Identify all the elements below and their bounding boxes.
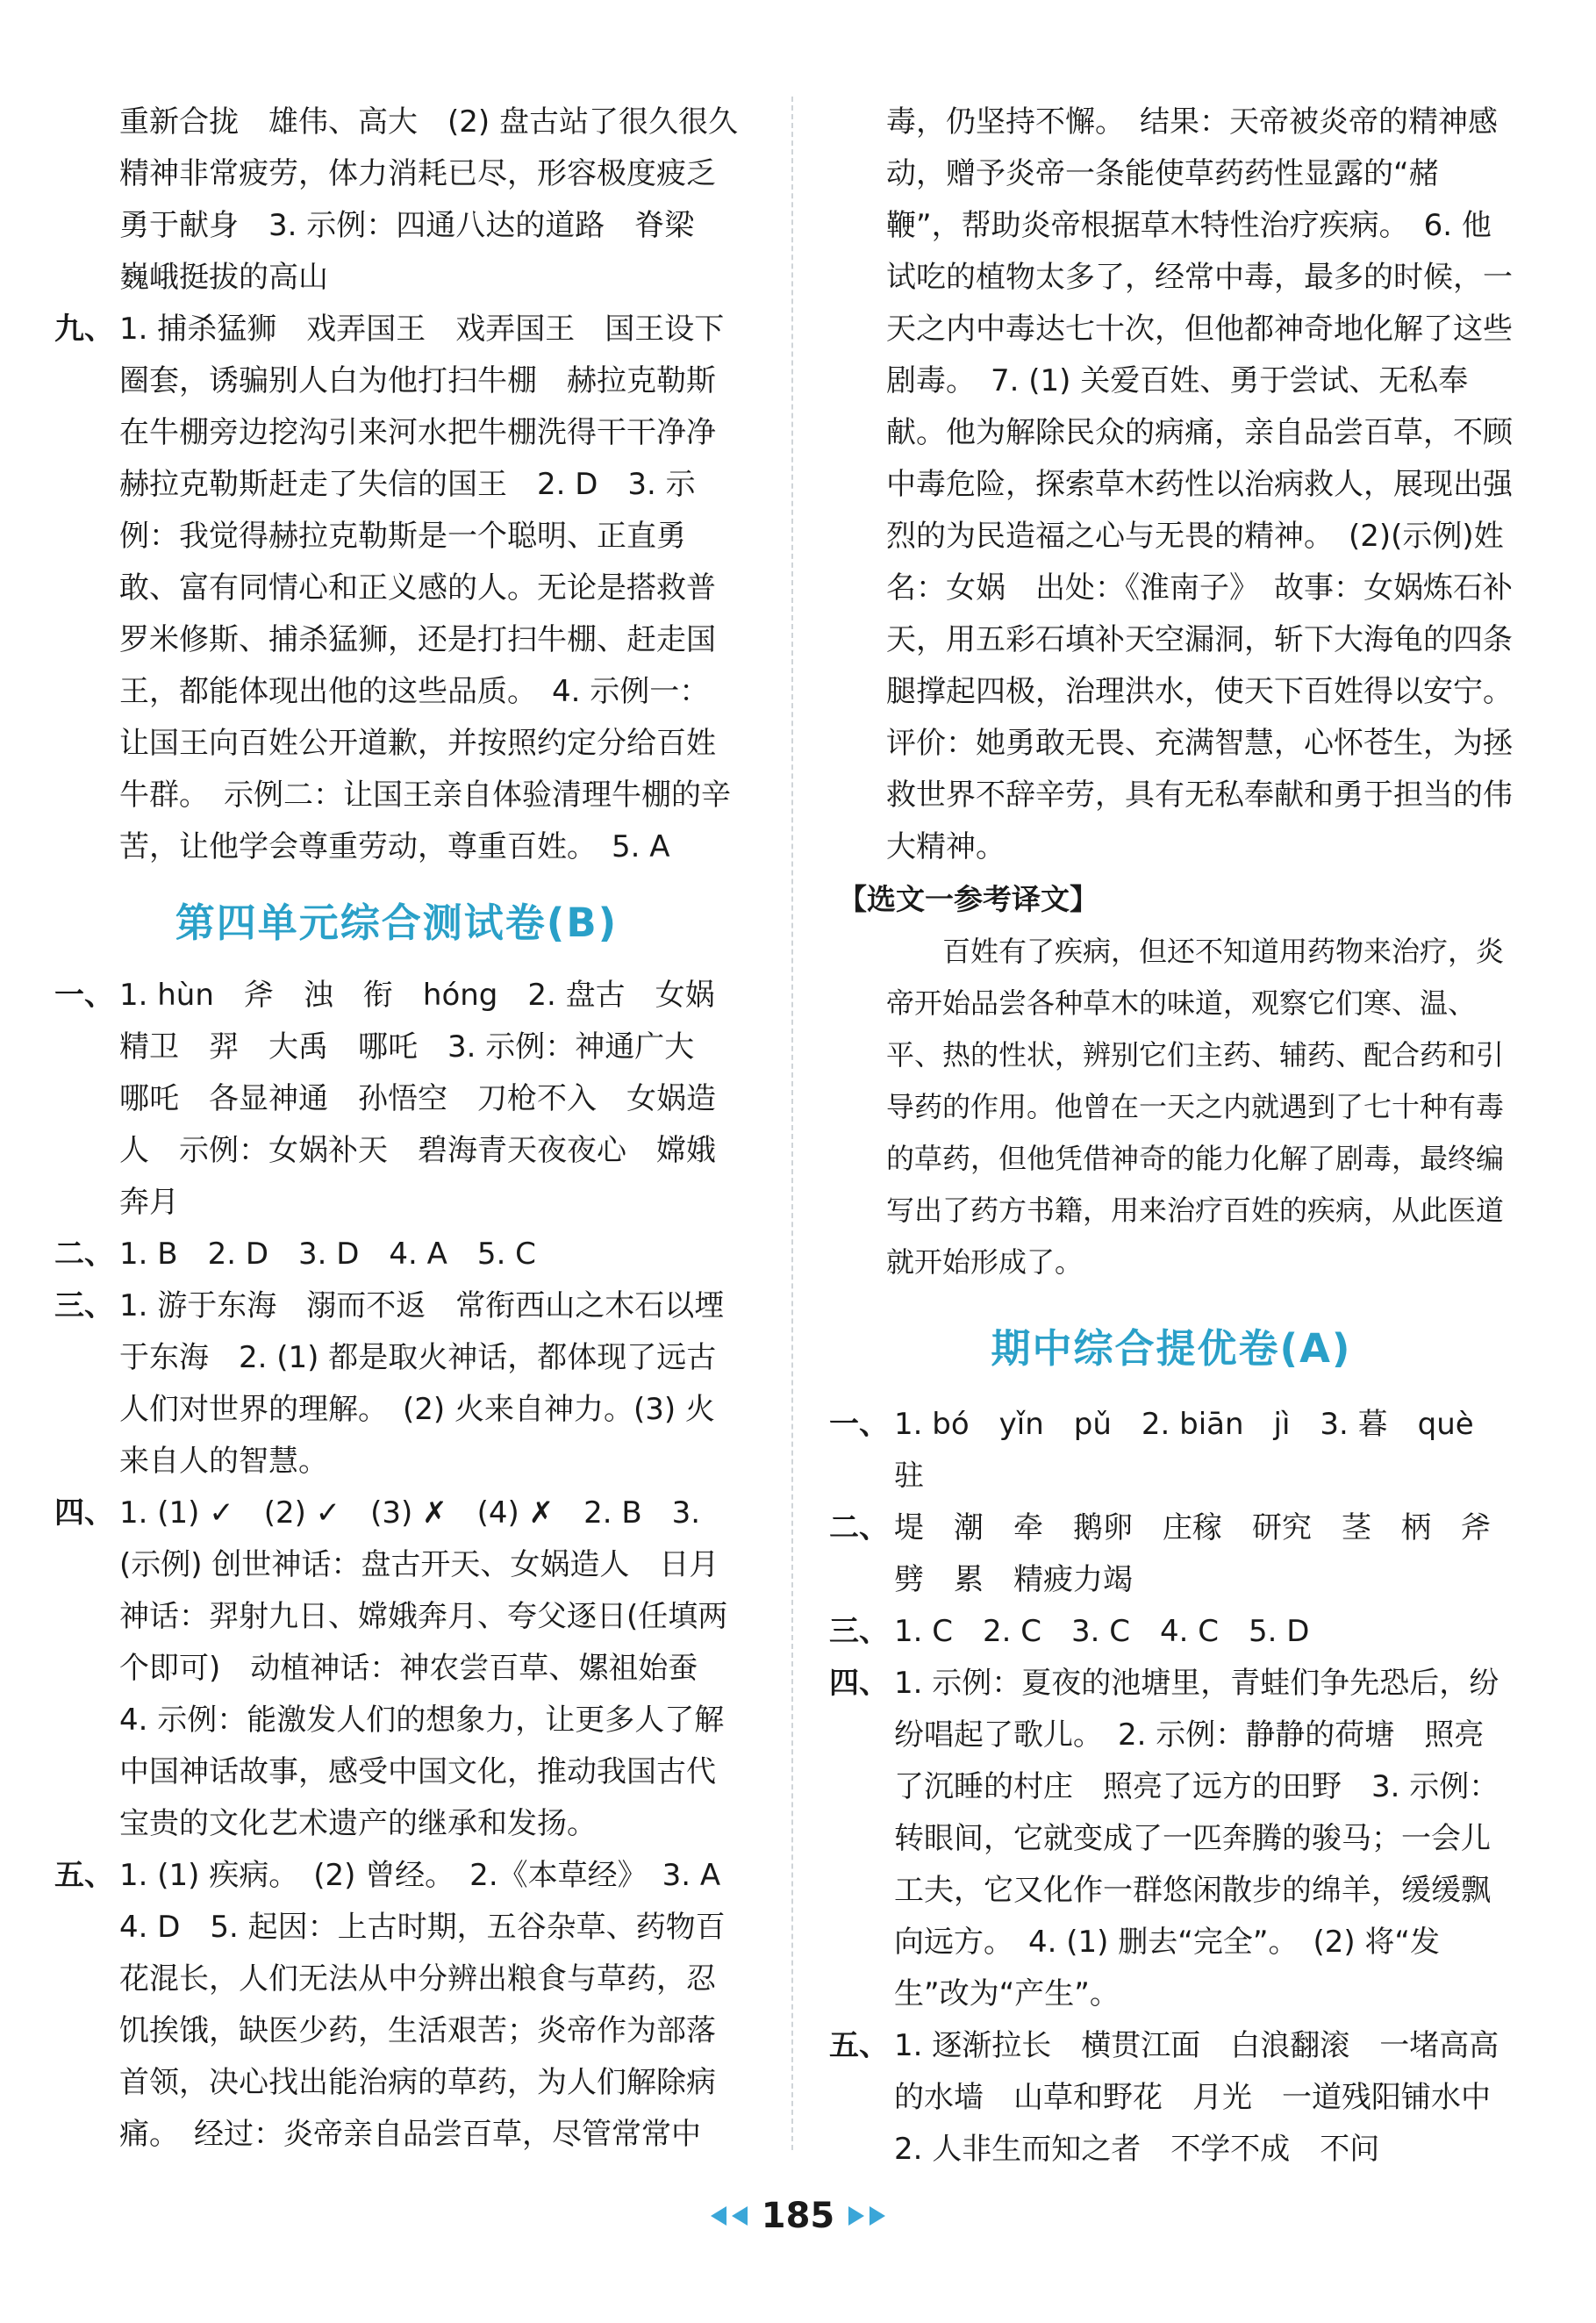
left-q5-text: 1. (1) 疾病。 (2) 曾经。 2.《本草经》 3. A 4. D 5. 起因：上古时期，五谷杂草、药物百花混长，人们无法从中分辨出粮食与草药，忍饥挨饿，缺医少药，生活艰苦；炎帝作为部落首领，决心找出能治病的草药，为人们解除病痛。 经过：炎帝亲自品尝百草，尽管常常中 [119, 1858, 751, 2152]
left-q1 [54, 970, 745, 1229]
left-q5 [54, 1850, 751, 2161]
left-q2-label: 二、 [54, 1237, 114, 1272]
right-q5-label: 五、 [829, 2028, 889, 2063]
page-footer [0, 2190, 1596, 2242]
right-q4 [829, 1658, 1514, 2020]
question-nine [54, 304, 746, 873]
section-title-midterm-a: 期中综合提优卷(A) [991, 1325, 1352, 1372]
question-nine-label: 九、 [54, 312, 114, 347]
right-q3-label: 三、 [829, 1614, 889, 1649]
left-q3-label: 三、 [54, 1288, 114, 1323]
right-q4-label: 四、 [829, 1666, 889, 1701]
right-q1 [829, 1399, 1514, 1502]
right-q3-text: 1. C 2. C 3. C 4. C 5. D [894, 1614, 1310, 1649]
right-q5-text: 1. 逐渐拉长 横贯江面 白浪翻滚 一堵高高的水墙 山草和野花 月光 一道残阳铺水中 2. 人非生而知之者 不学不成 不问 [894, 2028, 1521, 2167]
right-q5 [829, 2020, 1521, 2176]
right-continuation: 毒，仍坚持不懈。 结果：天帝被炎帝的精神感动，赠予炎帝一条能使草药药性显露的“赭鞭”，帮助炎帝根据草木特性治疗疾病。 6. 他试吃的植物太多了，经常中毒，最多的时候，一天之内中毒达七十次，但他都神奇地化解了这些剧毒。 7. (1) 关爱百姓、勇于尝试、无私奉献。他为解除民众的病痛，亲自品尝百草，不顾中毒危险，探索草木药性以治病救人，展现出强烈的为民造福之心与无畏的精神。 (2)(示例)姓名：女娲 出处：《淮南子》 故事：女娲炼石补天，用五彩石填补天空漏洞，斩下大海龟的四条腿撑起四极，治理洪水，使天下百姓得以安宁。 评价：她勇敢无畏、充满智慧，心怀苍生，为拯救世界不辞辛劳，具有无私奉献和勇于担当的伟大精神。 [886, 104, 1528, 864]
translation-header: 【选文一参考译文】 [838, 882, 1099, 916]
right-q2 [829, 1502, 1514, 1606]
left-column [54, 97, 768, 2161]
left-q1-label: 一、 [54, 978, 114, 1013]
left-q3-text: 1. 游于东海 溺而不返 常衔西山之木石以堙于东海 2. (1) 都是取火神话，都体现了远古人们对世界的理解。 (2) 火来自神力。(3) 火来自人的智慧。 [119, 1288, 725, 1479]
left-q1-text: 1. hùn 斧 浊 衔 hóng 2. 盘古 女娲 精卫 羿 大禹 哪吒 3. 示例：神通广大 哪吒 各显神通 孙悟空 刀枪不入 女娲造人 示例：女娲补天 碧海青天夜夜心 嫦娥奔月 [119, 978, 745, 1220]
double-left-arrow-icon [709, 2205, 749, 2227]
left-q4 [54, 1488, 739, 1850]
right-q2-label: 二、 [829, 1510, 889, 1545]
left-continuation: 重新合拢 雄伟、高大 (2) 盘古站了很久很久 精神非常疲劳，体力消耗已尽，形容极度疲乏 勇于献身 3. 示例：四通八达的道路 脊梁 巍峨挺拔的高山 [119, 104, 768, 295]
section-title-unit4-b: 第四单元综合测试卷(B) [175, 900, 619, 946]
right-q1-label: 一、 [829, 1407, 889, 1442]
right-q1-text: 1. bó yǐn pǔ 2. biān jì 3. 暮 què 驻 [894, 1407, 1504, 1494]
right-q4-text: 1. 示例：夏夜的池塘里，青蛙们争先恐后，纷纷唱起了歌儿。 2. 示例：静静的荷塘 照亮了沉睡的村庄 照亮了远方的田野 3. 示例：转眼间，它就变成了一匹奔腾的骏马；一会儿工夫，它又化作一群悠闲散步的绵羊，缓缓飘向远方。 4. (1) 删去“完全”。 (2) 将“发生”改为“产生”。 [894, 1666, 1499, 2011]
page-number: 185 [761, 2196, 835, 2236]
left-q4-text: 1. (1) ✓ (2) ✓ (3) ✗ (4) ✗ 2. B 3. (示例) 创世神话：盘古开天、女娲造人 日月神话：羿射九日、嫦娥奔月、夸父逐日(任填两个即可) 动植神话：神农尝百草、嫘祖始蚕 4. 示例：能激发人们的想象力，让更多人了解中国神话故事，感受中国文化，推动我国古代宝贵的文化艺术遗产的继承和发扬。 [119, 1495, 728, 1841]
left-q3 [54, 1280, 739, 1488]
right-column [829, 97, 1528, 2176]
left-q4-label: 四、 [54, 1495, 114, 1531]
left-q5-label: 五、 [54, 1858, 114, 1893]
double-right-arrow-icon [847, 2205, 887, 2227]
right-q3 [829, 1606, 1514, 1658]
left-q2-text: 1. B 2. D 3. D 4. A 5. C [119, 1237, 536, 1272]
left-q2 [54, 1229, 739, 1280]
right-q2-text: 堤 潮 牵 鹅卵 庄稼 研究 茎 柄 斧劈 累 精疲力竭 [894, 1510, 1491, 1597]
question-nine-text: 1. 捕杀猛狮 戏弄国王 戏弄国王 国王设下圈套，诱骗别人白为他打扫牛棚 赫拉克勒斯在牛棚旁边挖沟引来河水把牛棚洗得干干净净 赫拉克勒斯赶走了失信的国王 2. D 3. 示例：我觉得赫拉克勒斯是一个聪明、正直勇敢、富有同情心和正义感的人。无论是搭救普罗米修斯、捕杀猛狮，还是打扫牛棚、赶走国王，都能体现出他的这些品质。 4. 示例一：让国王向百姓公开道歉，并按照约定分给百姓牛群。 示例二：让国王亲自体验清理牛棚的辛苦，让他学会尊重劳动，尊重百姓。 5. A [119, 312, 746, 864]
translation-text: 百姓有了疾病，但还不知道用药物来治疗，炎帝开始品尝各种草木的味道，观察它们寒、温、平、热的性状，辨别它们主药、辅药、配合药和引导药的作用。他曾在一天之内就遇到了七十种有毒的草药，但他凭借神奇的能力化解了剧毒，最终编写出了药方书籍，用来治疗百姓的疾病，从此医道就开始形成了。 [886, 935, 1505, 1279]
column-divider [791, 97, 793, 2150]
